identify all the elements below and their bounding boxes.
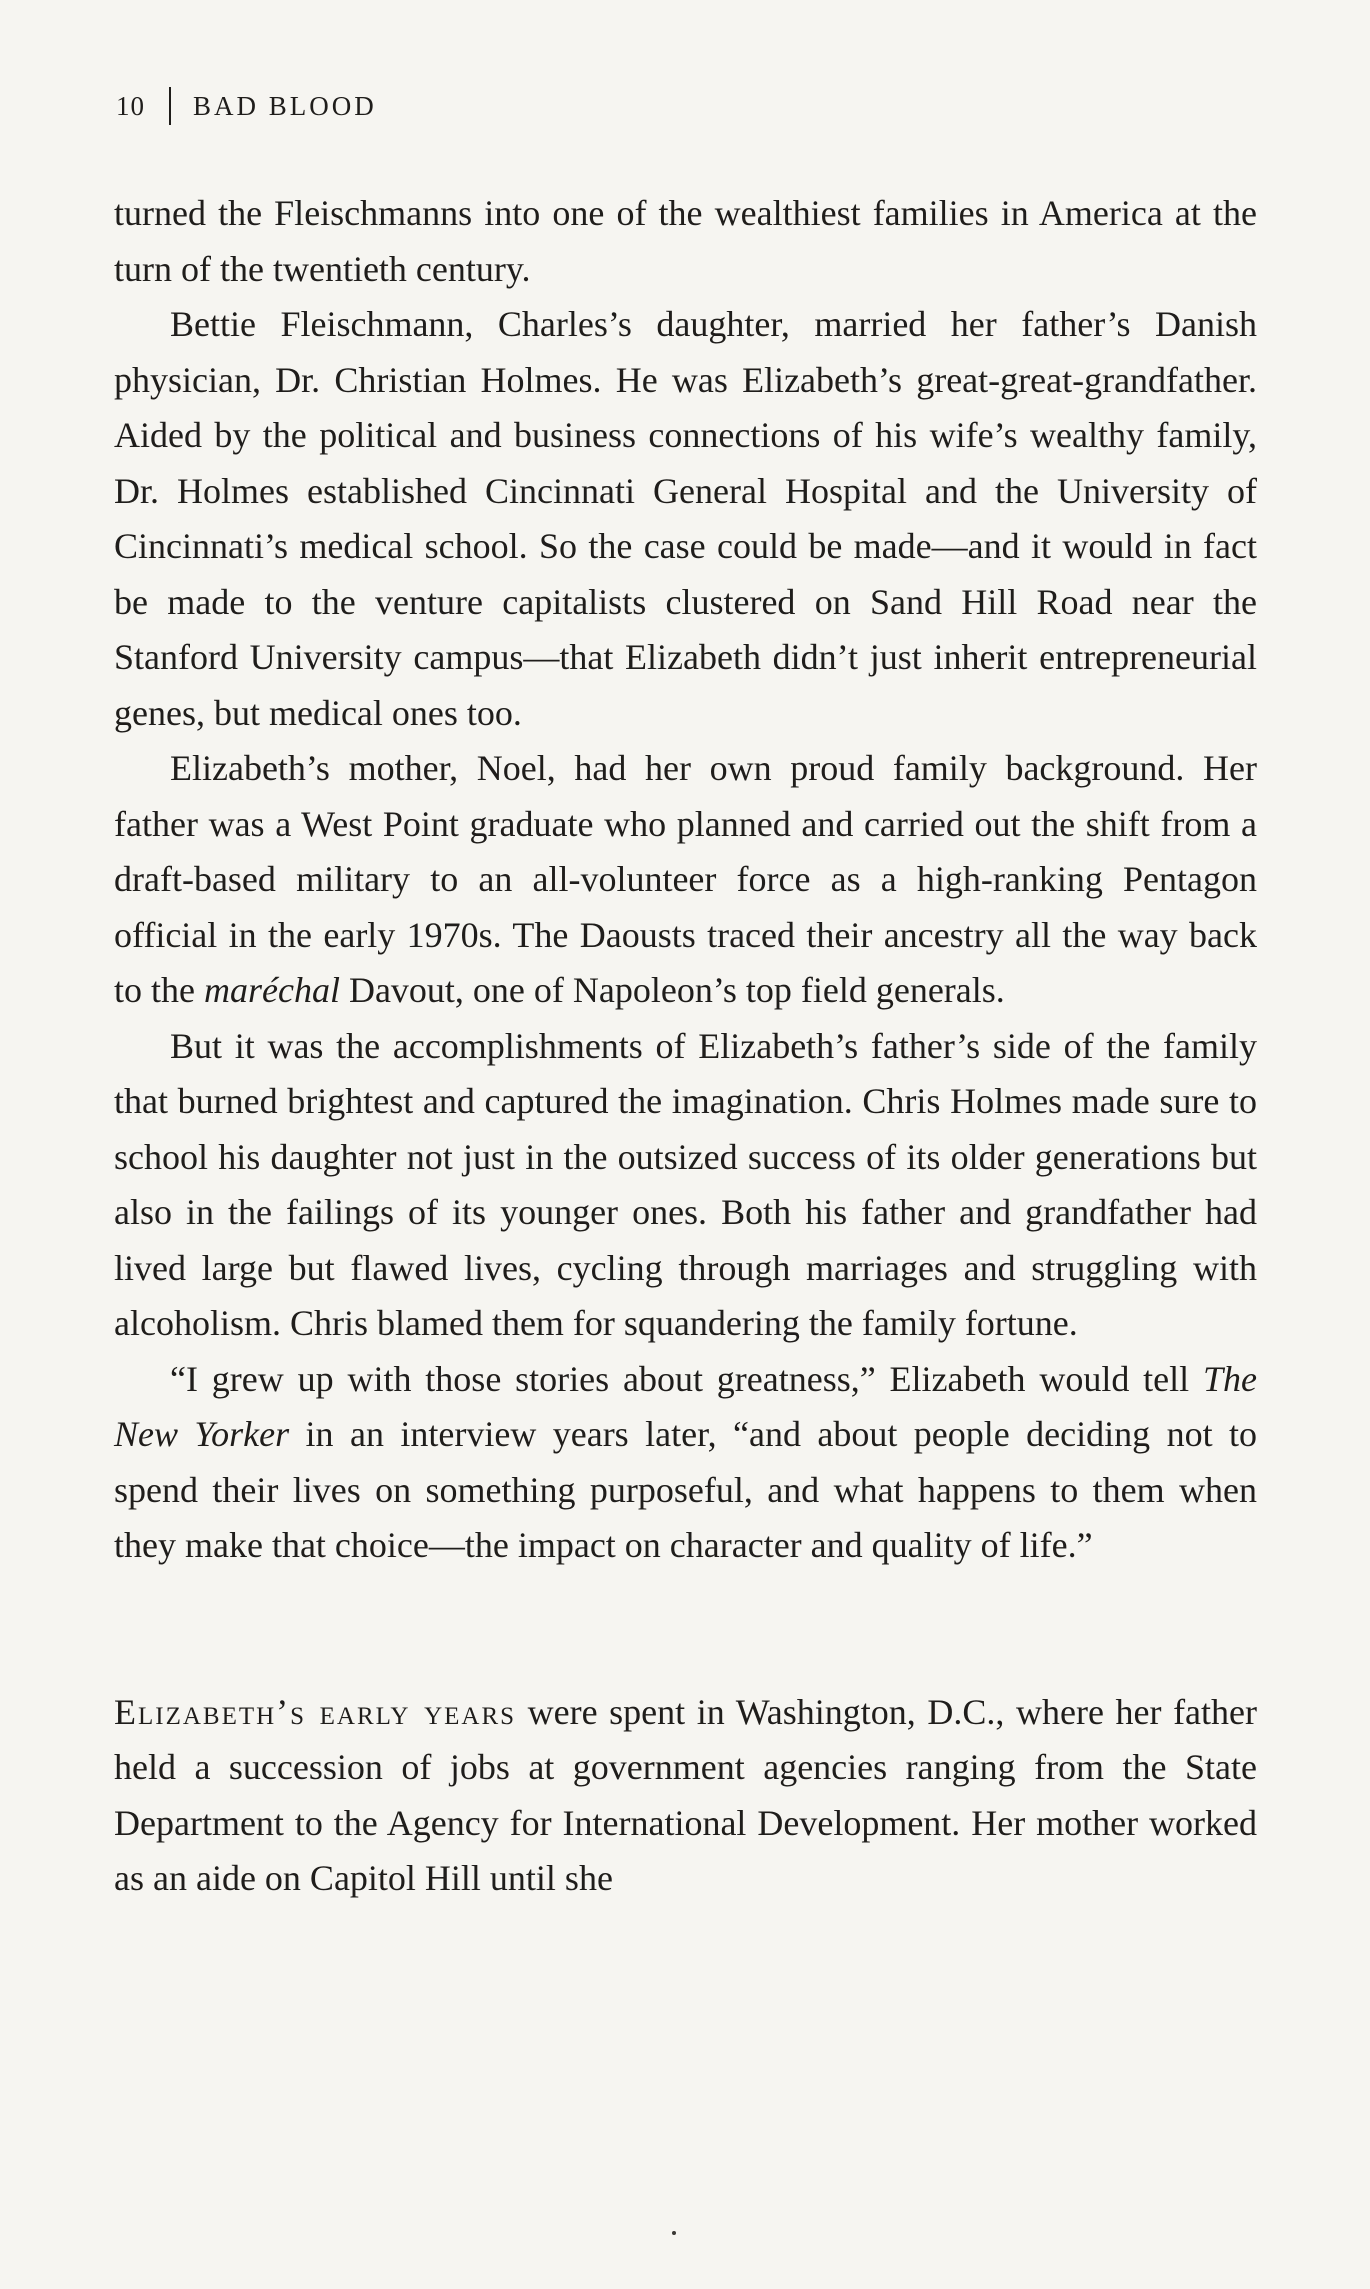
paragraph-4-text: But it was the accomplishments of Elizabeth’s father’s side of the family that burned brightest and captured the imagination. Chris Holmes made sure to school his daughter not just in the outsized success of its older generations but also in the failings of its younger ones. Both his father and grandfather had lived large but flawed lives, cycling through marriages and struggling with alcoholism. Chris blamed them for squandering the family fortune. — [114, 1025, 1257, 1343]
paragraph-1 — [114, 186, 1257, 297]
paragraph-6-text: were spent in Washington, D.C., where her father held a succession of jobs at government agencies ranging from the State Department to the Agency for International Development. Her mother worked as an aide on Capitol Hill until she — [114, 1691, 1258, 1898]
paragraph-2-text: Bettie Fleischmann, Charles’s daughter, married her father’s Danish physician, Dr. Christian Holmes. He was Elizabeth’s great-great-grandfather. Aided by the political and business connections of his wife’s wealthy family, Dr. Holmes established Cincinnati General Hospital and the University of Cincinnati’s medical school. So the case could be made—and it would in fact be made to the venture capitalists clustered on Sand Hill Road near the Stanford University campus—that Elizabeth didn’t just inherit entrepreneurial genes, but medical ones too. — [114, 304, 1257, 733]
paragraph-3 — [114, 741, 1257, 1019]
body-text — [114, 186, 1257, 1907]
header-divider — [169, 87, 171, 125]
paragraph-4 — [114, 1019, 1257, 1352]
paragraph-3-text-after: Davout, one of Napoleon’s top field generals. — [339, 970, 1005, 1010]
new-yorker-italic: The New Yorker — [114, 1358, 1257, 1454]
section-break — [114, 1574, 1257, 1685]
paragraph-5 — [114, 1352, 1257, 1574]
marechal-italic: maréchal — [203, 970, 340, 1010]
paragraph-3-text-before: Elizabeth’s mother, Noel, had her own proud family background. Her father was a West Point graduate who planned and carried out the shift from a draft-based military to an all-volunteer force as a high-ranking Pentagon official in the early 1970s. The Daousts traced their ancestry all the way back to the — [114, 748, 1257, 1010]
paragraph-6 — [114, 1685, 1257, 1907]
paragraph-1-text: turned the Fleischmanns into one of the wealthiest families in America at the turn of the twentieth century. — [114, 193, 1257, 289]
paragraph-2 — [114, 297, 1257, 741]
page-number: 10 — [116, 90, 145, 121]
paragraph-5-text-before: “I grew up with those stories about greatness,” Elizabeth would tell — [170, 1358, 1203, 1399]
page-speck — [672, 2231, 676, 2235]
section-lead-in: Elizabeth’s early years — [114, 1691, 517, 1732]
book-title: BAD BLOOD — [193, 90, 377, 121]
running-head — [116, 84, 377, 128]
paragraph-5-text-after: in an interview years later, “and about people deciding not to spend their lives on something purposeful, and what happens to them when they make that choice—the impact on character and quality of life.” — [114, 1414, 1257, 1565]
